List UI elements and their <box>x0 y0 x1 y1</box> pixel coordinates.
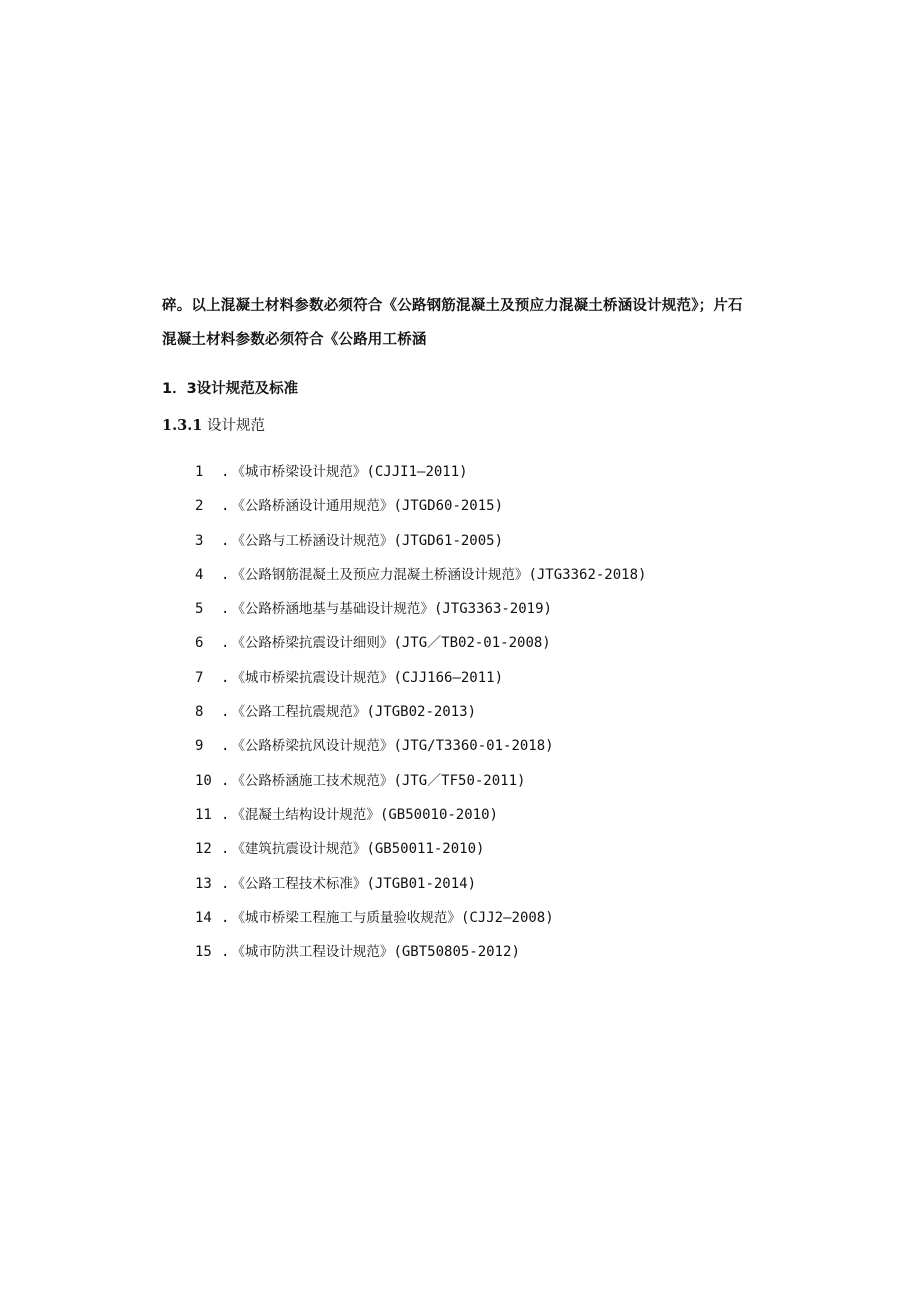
reference-list <box>195 462 646 976</box>
reference-separator: . <box>221 909 230 926</box>
reference-item <box>195 599 646 633</box>
reference-title: 《公路桥梁抗风设计规范》 <box>231 738 394 755</box>
reference-index: 11 <box>195 806 212 823</box>
reference-index: 15 <box>195 944 212 961</box>
reference-item <box>195 462 646 496</box>
reference-title: 《公路桥梁抗震设计细则》 <box>231 635 394 652</box>
reference-separator: . <box>221 498 230 515</box>
reference-item <box>195 702 646 736</box>
reference-code: (JTGD61-2005) <box>393 532 504 549</box>
reference-code: (GBT50805-2012) <box>393 944 520 961</box>
reference-code: (CJJI1—2011) <box>366 464 468 480</box>
section-title: 设计规范 <box>206 418 265 434</box>
reference-item <box>195 565 646 599</box>
reference-index: 3 <box>195 532 204 549</box>
reference-code: (JTG／TB02-01-2008) <box>393 635 551 652</box>
reference-index: 4 <box>195 566 204 583</box>
reference-item <box>195 736 646 770</box>
reference-item <box>195 805 646 839</box>
reference-code: (GB50010-2010) <box>379 806 498 823</box>
reference-code: (JTG3363-2019) <box>433 601 552 618</box>
reference-item <box>195 496 646 530</box>
section-heading-1-3-1 <box>162 414 265 435</box>
reference-code: (JTG/T3360-01-2018) <box>393 738 554 755</box>
reference-item <box>195 531 646 565</box>
reference-separator: . <box>221 806 230 823</box>
reference-separator: . <box>221 738 230 755</box>
paragraph-line-2: 混凝土材料参数必须符合《公路用工桥涵 <box>162 332 427 348</box>
reference-title: 《建筑抗震设计规范》 <box>231 841 367 858</box>
reference-item <box>195 874 646 908</box>
reference-index: 14 <box>195 909 212 926</box>
paragraph-line-1: 碎。以上混凝土材料参数必须符合《公路钢筋混凝土及预应力混凝土桥涵设计规范》；片石 <box>162 298 743 314</box>
reference-index: 7 <box>195 669 204 686</box>
reference-code: (JTGB02-2013) <box>366 704 477 721</box>
reference-title: 《混凝土结构设计规范》 <box>231 806 380 823</box>
reference-item <box>195 908 646 942</box>
reference-title: 《公路与工桥涵设计规范》 <box>231 532 394 549</box>
reference-item <box>195 668 646 702</box>
reference-separator: . <box>221 944 230 961</box>
reference-title: 《公路桥涵设计通用规范》 <box>231 498 394 515</box>
reference-code: (JTG3362-2018) <box>528 566 647 583</box>
reference-item <box>195 633 646 667</box>
reference-title: 《城市防洪工程设计规范》 <box>231 944 394 961</box>
reference-title: 《公路工程抗震规范》 <box>231 704 367 721</box>
reference-index: 12 <box>195 841 212 858</box>
reference-separator: . <box>221 669 230 686</box>
reference-separator: . <box>221 875 230 892</box>
section-heading-1-3: 1．3设计规范及标准 <box>162 381 299 397</box>
reference-index: 10 <box>195 772 212 789</box>
reference-separator: . <box>221 635 230 652</box>
reference-code: (JTGB01-2014) <box>366 875 477 892</box>
reference-separator: . <box>221 566 230 583</box>
reference-title: 《公路桥涵地基与基础设计规范》 <box>231 601 434 618</box>
reference-title: 《城市桥梁设计规范》 <box>231 464 367 480</box>
reference-title: 《公路工程技术标准》 <box>231 875 367 892</box>
reference-code: (CJJ166—2011) <box>393 669 504 686</box>
reference-code: (JTG／TF50-2011) <box>393 772 526 789</box>
reference-code: (CJJ2—2008) <box>460 909 554 926</box>
reference-separator: . <box>221 601 230 618</box>
reference-separator: . <box>221 704 230 721</box>
reference-index: 6 <box>195 635 204 652</box>
reference-index: 5 <box>195 601 204 618</box>
reference-index: 13 <box>195 875 212 892</box>
reference-separator: . <box>221 772 230 789</box>
reference-separator: . <box>221 841 230 858</box>
reference-index: 8 <box>195 704 204 721</box>
reference-separator: . <box>221 532 230 549</box>
reference-title: 《公路钢筋混凝土及预应力混凝土桥涵设计规范》 <box>231 566 529 583</box>
reference-index: 2 <box>195 498 204 515</box>
section-number: 1.3.1 <box>162 417 203 434</box>
reference-index: 9 <box>195 738 204 755</box>
reference-index: 1 <box>195 464 204 480</box>
reference-item <box>195 771 646 805</box>
reference-code: (GB50011-2010) <box>366 841 485 858</box>
reference-item <box>195 942 646 976</box>
reference-separator: . <box>221 464 230 480</box>
reference-title: 《城市桥梁工程施工与质量验收规范》 <box>231 909 461 926</box>
reference-item <box>195 839 646 873</box>
reference-title: 《公路桥涵施工技术规范》 <box>231 772 394 789</box>
reference-code: (JTGD60-2015) <box>393 498 504 515</box>
reference-title: 《城市桥梁抗震设计规范》 <box>231 669 394 686</box>
